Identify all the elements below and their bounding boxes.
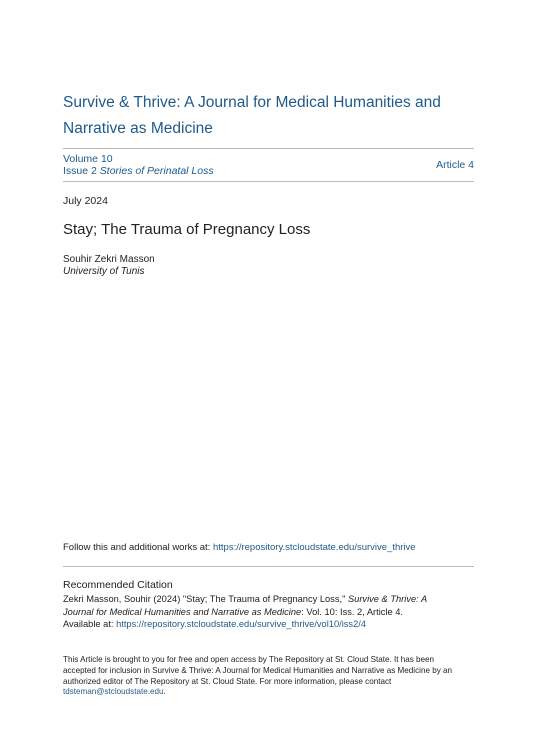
access-notice-end: . [163, 687, 166, 697]
access-notice [63, 655, 463, 698]
citation-volume: : Vol. 10: Iss. 2, Article 4. [301, 606, 404, 617]
issue-link[interactable] [63, 166, 214, 178]
citation-text [63, 593, 458, 631]
article-url-link[interactable]: https://repository.stcloudstate.edu/survive_thrive/vol10/iss2/4 [116, 619, 366, 629]
citation-heading: Recommended Citation [63, 579, 173, 591]
volume-issue-block [63, 154, 214, 177]
article-number-link[interactable]: Article 4 [436, 159, 474, 171]
article-title: Stay; The Trauma of Pregnancy Loss [63, 221, 311, 238]
publication-date: July 2024 [63, 195, 108, 207]
citation-author-title: Zekri Masson, Souhir (2024) "Stay; The Trauma of Pregnancy Loss," [63, 594, 348, 604]
author-name: Souhir Zekri Masson [63, 254, 155, 265]
citation-divider [63, 566, 474, 567]
bottom-divider [63, 181, 474, 182]
volume-link[interactable]: Volume 10 [63, 153, 113, 165]
follow-line [63, 542, 416, 553]
repository-link[interactable]: https://repository.stcloudstate.edu/survive_thrive [212, 542, 416, 553]
access-notice-text: This Article is brought to you for free and open access by The Repository at St. Cloud State. It has been accepted for inclusion in Survive & Thrive: A Journal for Medical Humanities and Narrative as Medicine by an authorized editor of The Repository at St. Cloud State. For more information, please contact [63, 655, 452, 686]
issue-title: Stories of Perinatal Loss [99, 164, 214, 177]
author-block [63, 254, 155, 278]
follow-text: Follow this and additional works at: [63, 542, 213, 553]
top-divider [63, 148, 474, 149]
issue-label: Issue 2 [63, 164, 97, 177]
author-affiliation: University of Tunis [63, 266, 145, 277]
available-label: Available at: [63, 619, 117, 629]
citation-journal: Survive & Thrive: A Journal for Medical Humanities and Narrative as Medicine [63, 594, 427, 617]
journal-title[interactable]: Survive & Thrive: A Journal for Medical Humanities and Narrative as Medicine [63, 94, 441, 137]
contact-email-link[interactable]: tdsteman@stcloudstate.edu [63, 687, 164, 697]
